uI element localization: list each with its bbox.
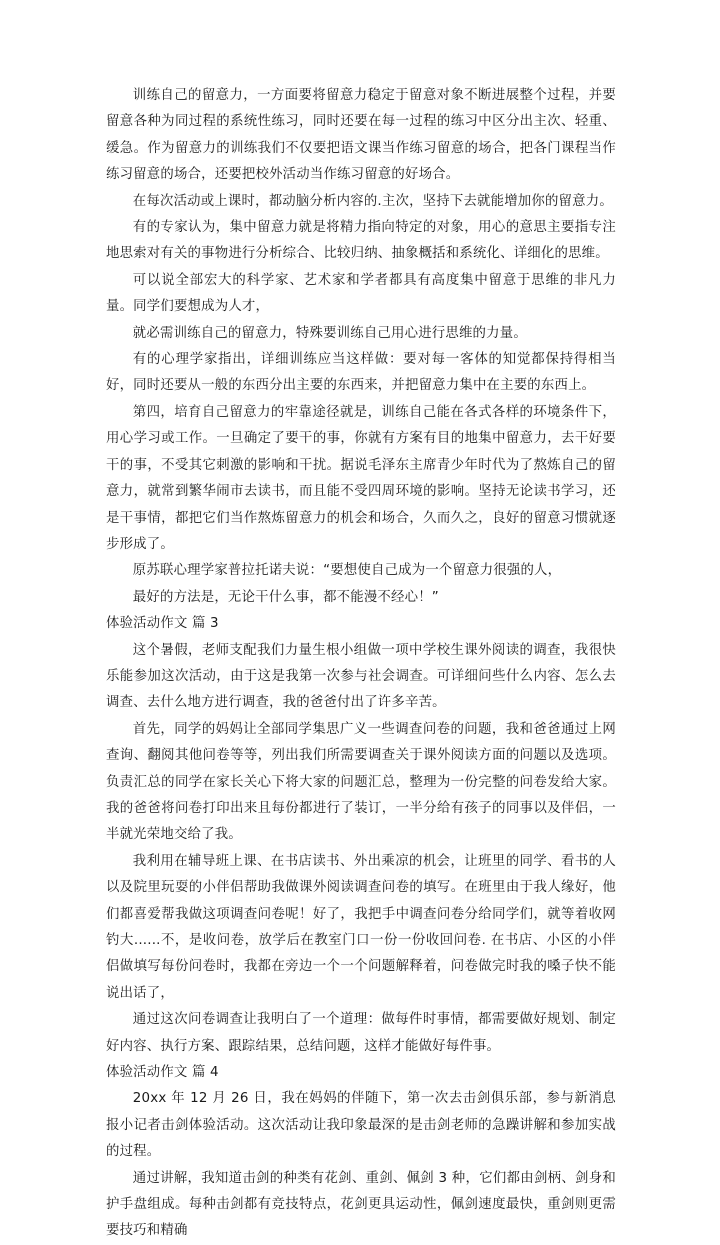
section-heading-3: 体验活动作文 篇 3 bbox=[106, 616, 219, 632]
document-body bbox=[106, 83, 616, 1245]
paragraph-quote-end: 最好的方法是，无论干什么事，都不能漫不经心！” bbox=[132, 589, 439, 605]
paragraph-quote-start: 原苏联心理学家普拉托诺夫说：“要想使自己成为一个留意力很强的人， bbox=[132, 563, 562, 579]
paragraph-lesson-learned: 通过这次问卷调查让我明白了一个道理：做每件时事情，都需要做好规划、制定好内容、执行方案、跟踪结果，总结问题，这样才能做好每件事。 bbox=[106, 1012, 616, 1054]
paragraph-summer-survey: 这个暑假，老师支配我们力量生根小组做一项中学校生课外阅读的调查，我很快乐能参加这次活动，由于这是我第一次参与社会调查。可详细问些什么内容、怎么去调查、去什么地方进行调查，我的爸爸付出了许多辛苦。 bbox=[106, 642, 616, 711]
paragraph-distribution: 我利用在辅导班上课、在书店读书、外出乘凉的机会，让班里的同学、看书的人以及院里玩耍的小伴侣帮助我做课外阅读调查问卷的填写。在班里由于我人缘好，他们都喜爱帮我做这项调查问卷呢！好了，我把手中调查问卷分给同学们，就等着收网钓大......不，是收问卷，放学后在教室门口一份一份收回问卷. 在书店、小区的小伴侣做填写每份问卷时，我都在旁边一个一个问题解释着，问卷做完时我的嗓子快不能说出话了， bbox=[106, 853, 616, 1001]
section-heading-4: 体验活动作文 篇 4 bbox=[106, 1065, 219, 1081]
paragraph-questionnaire-prep: 首先，同学的妈妈让全部同学集思广义一些调查问卷的问题，我和爸爸通过上网查询、翻阅其他问卷等等，列出我们所需要调查关于课外阅读方面的问题以及选项。负责汇总的同学在家长关心下将大家的问题汇总，整理为一份完整的问卷发给大家。我的爸爸将问卷打印出来且每份都进行了装订，一半分给有孩子的同事以及伴侣，一半就光荣地交给了我。 bbox=[106, 721, 616, 843]
paragraph-fencing-types: 通过讲解，我知道击剑的种类有花剑、重剑、佩剑 3 种，它们都由剑柄、剑身和护手盘组成。每种击剑都有竞技特点，花剑更具运动性，佩剑速度最快，重剑则更需要技巧和精确 bbox=[106, 1170, 616, 1239]
paragraph-fourth-method: 第四，培育自己留意力的牢靠途径就是，训练自己能在各式各样的环境条件下，用心学习或工作。一旦确定了要干的事，你就有方案有目的地集中留意力，去干好要干的事，不受其它刺激的影响和干扰。据说毛泽东主席青少年时代为了熬炼自己的留意力，就常到繁华闹市去读书，而且能不受四周环境的影响。坚持无论读书学习，还是干事情，都把它们当作熬炼留意力的机会和场合，久而久之，良好的留意习惯就逐步形成了。 bbox=[106, 404, 616, 552]
paragraph-must-train: 就必需训练自己的留意力，特殊要训练自己用心进行思维的力量。 bbox=[132, 325, 527, 341]
paragraph-analyze-content: 在每次活动或上课时，都动脑分析内容的.主次，坚持下去就能增加你的留意力。 bbox=[132, 193, 613, 209]
paragraph-scientists: 可以说全部宏大的科学家、艺术家和学者都具有高度集中留意于思维的非凡力量。同学们要想成为人才， bbox=[106, 272, 616, 315]
paragraph-fencing-intro: 20xx 年 12 月 26 日，我在妈妈的伴随下，第一次去击剑俱乐部，参与新消息报小记者击剑体验活动。这次活动让我印象最深的是击剑老师的急躁讲解和参加实战的过程。 bbox=[106, 1091, 616, 1160]
paragraph-attention-training: 训练自己的留意力，一方面要将留意力稳定于留意对象不断进展整个过程，并要留意各种为同过程的系统性练习，同时还要在每一过程的练习中区分出主次、轻重、缓急。作为留意力的训练我们不仅要把语文课当作练习留意的场合，把各门课程当作练习留意的场合，还要把校外活动当作练习留意的好场合。 bbox=[106, 88, 616, 183]
paragraph-expert-opinion: 有的专家认为，集中留意力就是将精力指向特定的对象，用心的意思主要指专注地思索对有关的事物进行分析综合、比较归纳、抽象概括和系统化、详细化的思维。 bbox=[106, 220, 616, 262]
paragraph-psychologist: 有的心理学家指出，详细训练应当这样做：要对每一客体的知觉都保持得相当好，同时还要从一般的东西分出主要的东西来，并把留意力集中在主要的东西上。 bbox=[106, 352, 616, 394]
